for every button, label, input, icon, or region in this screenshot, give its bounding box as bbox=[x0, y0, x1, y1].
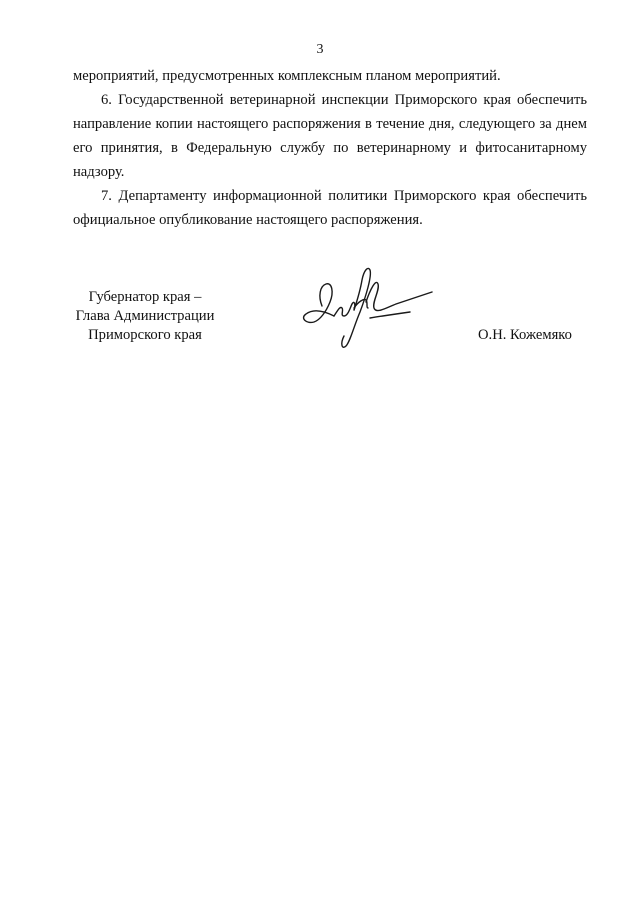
page-number: 3 bbox=[316, 42, 324, 57]
handwritten-signature bbox=[296, 262, 436, 354]
signer-name: О.Н. Кожемяко bbox=[478, 327, 572, 343]
signer-position-line: Приморского края bbox=[88, 327, 202, 343]
signature-block bbox=[0, 288, 640, 358]
paragraph-item-6: 6. Государственной ветеринарной инспекции Приморского края обеспечить направление копии настоящего распоряжения в течение дня, следующего за днем его принятия, в Федеральную службу по ветеринарному и фитосанитарному надзору. bbox=[73, 92, 587, 180]
signer-position bbox=[58, 288, 232, 345]
paragraph-continuation: мероприятий, предусмотренных комплексным планом мероприятий. bbox=[73, 68, 501, 84]
signer-position-line: Глава Администрации bbox=[75, 308, 215, 324]
paragraph-item-7: 7. Департаменту информационной политики Приморского края обеспечить официальное опубликование настоящего распоряжения. bbox=[73, 188, 587, 228]
signer-position-line: Губернатор края – bbox=[88, 289, 202, 305]
document-body bbox=[73, 64, 587, 232]
